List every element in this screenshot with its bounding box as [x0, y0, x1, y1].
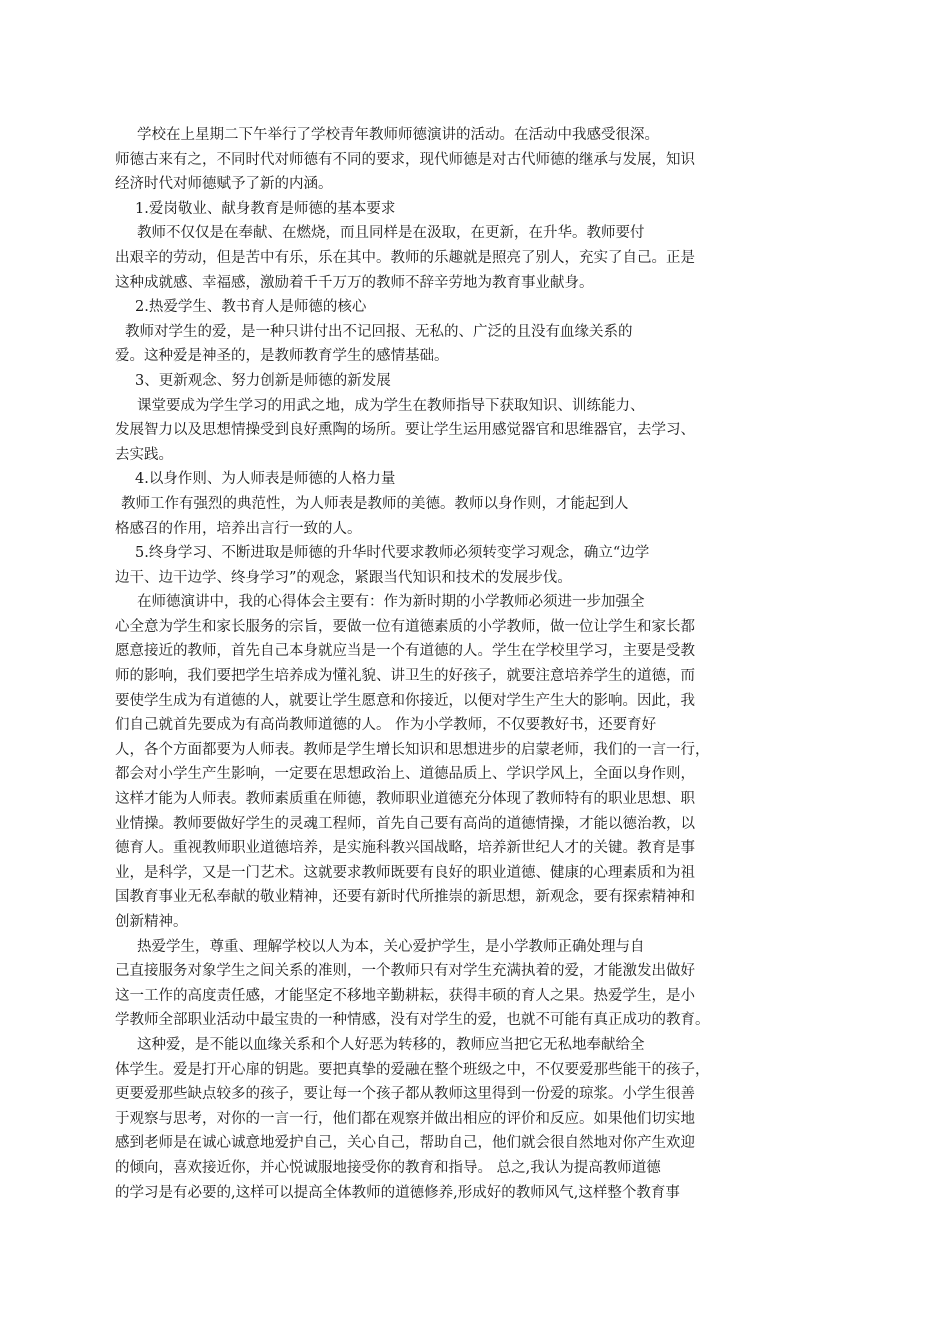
section-heading: 1.爱岗敬业、献身教育是师德的基本要求: [135, 200, 396, 217]
paragraph-line: 国教育事业无私奉献的敬业精神，还要有新时代所推崇的新思想，新观念，要有探索精神和: [115, 889, 695, 906]
paragraph-line: 人，各个方面都要为人师表。教师是学生增长知识和思想进步的启蒙老师，我们的一言一行，: [115, 741, 710, 758]
paragraph-line: 师的影响，我们要把学生培养成为懂礼貌、讲卫生的好孩子，就要注意培养学生的道德，而: [115, 668, 695, 685]
paragraph-line: 教师不仅仅是在奉献、在燃烧，而且同样是在汲取，在更新，在升华。教师要付: [137, 225, 645, 242]
paragraph-line: 教师工作有强烈的典范性，为人师表是教师的美德。教师以身作则，才能起到人: [121, 495, 629, 512]
paragraph-line: 去实践。: [115, 446, 173, 463]
section-heading: 5.终身学习、不断进取是师德的升华时代要求教师必须转变学习观念，确立“边学: [135, 545, 650, 562]
paragraph-line: 这种爱，是不能以血缘关系和个人好恶为转移的，教师应当把它无私地奉献给全: [137, 1036, 645, 1053]
paragraph-line: 学教师全部职业活动中最宝贵的一种情感，没有对学生的爱，也就不可能有真正成功的教育。: [115, 1012, 710, 1029]
section-heading: 2.热爱学生、教书育人是师德的核心: [135, 299, 367, 316]
paragraph-line: 愿意接近的教师，首先自己本身就应当是一个有道德的人。学生在学校里学习，主要是受教: [115, 643, 695, 660]
paragraph-line: 体学生。爱是打开心扉的钥匙。要把真挚的爱融在整个班级之中，不仅要爱那些能干的孩子，: [115, 1061, 710, 1078]
paragraph-line: 业情操。教师要做好学生的灵魂工程师，首先自己要有高尚的道德情操，才能以德治教，以: [115, 815, 695, 832]
paragraph-line: 在师德演讲中，我的心得体会主要有：作为新时期的小学教师必须进一步加强全: [137, 594, 645, 611]
paragraph-line: 德育人。重视教师职业道德培养，是实施科教兴国战略，培养新世纪人才的关键。教育是事: [115, 840, 695, 857]
paragraph-line: 这种成就感、幸福感，激励着千千万万的教师不辞辛劳地为教育事业献身。: [115, 274, 594, 291]
paragraph-line: 学校在上星期二下午举行了学校青年教师师德演讲的活动。在活动中我感受很深。: [137, 127, 659, 143]
paragraph-line: 这一工作的高度责任感，才能坚定不移地辛勤耕耘，获得丰硕的育人之果。热爱学生，是小: [115, 987, 695, 1004]
paragraph-line: 感到老师是在诚心诚意地爱护自己，关心自己，帮助自己，他们就会很自然地对你产生欢迎: [115, 1135, 695, 1152]
paragraph-line: 于观察与思考，对你的一言一行，他们都在观察并做出相应的评价和反应。如果他们切实地: [115, 1110, 695, 1127]
paragraph-line: 的学习是有必要的,这样可以提高全体教师的道德修养,形成好的教师风气,这样整个教育事: [115, 1184, 680, 1201]
paragraph-line: 业，是科学，又是一门艺术。这就要求教师既要有良好的职业道德、健康的心理素质和为祖: [115, 864, 695, 881]
paragraph-line: 们自己就首先要成为有高尚教师道德的人。 作为小学教师，不仅要教好书，还要育好: [115, 717, 657, 734]
paragraph-line: 教师对学生的爱，是一种只讲付出不记回报、无私的、广泛的且没有血缘关系的: [125, 323, 633, 340]
paragraph-line: 要使学生成为有道德的人，就要让学生愿意和你接近，以便对学生产生大的影响。因此，我: [115, 692, 695, 709]
paragraph-line: 爱。这种爱是神圣的，是教师教育学生的感情基础。: [115, 348, 449, 365]
paragraph-line: 经济时代对师德赋予了新的内涵。: [115, 176, 333, 193]
paragraph-line: 的倾向，喜欢接近你，并心悦诚服地接受你的教育和指导。 总之,我认为提高教师道德: [115, 1159, 661, 1176]
section-heading: 4.以身作则、为人师表是师德的人格力量: [135, 471, 396, 488]
paragraph-line: 边干、边干边学、终身学习”的观念，紧跟当代知识和技术的发展步伐。: [115, 569, 572, 586]
paragraph-line: 更要爱那些缺点较多的孩子，要让每一个孩子都从教师这里得到一份爱的琼浆。小学生很善: [115, 1086, 695, 1103]
section-heading: 3、更新观念、努力创新是师德的新发展: [135, 372, 391, 389]
paragraph-line: 心全意为学生和家长服务的宗旨，要做一位有道德素质的小学教师，做一位让学生和家长都: [115, 618, 695, 635]
document-body: [115, 123, 765, 1205]
paragraph-line: 格感召的作用，培养出言行一致的人。: [115, 520, 362, 537]
paragraph-line: 师德古来有之，不同时代对师德有不同的要求，现代师德是对古代师德的继承与发展，知识: [115, 151, 695, 168]
paragraph-line: 己直接服务对象学生之间关系的准则，一个教师只有对学生充满执着的爱，才能激发出做好: [115, 963, 695, 980]
paragraph-line: 都会对小学生产生影响，一定要在思想政治上、道德品质上、学识学风上，全面以身作则，: [115, 766, 695, 783]
paragraph-line: 创新精神。: [115, 914, 188, 930]
paragraph-line: 这样才能为人师表。教师素质重在师德，教师职业道德充分体现了教师特有的职业思想、职: [115, 791, 695, 808]
paragraph-line: 热爱学生，尊重、理解学校以人为本，关心爱护学生，是小学教师正确处理与自: [137, 938, 645, 955]
paragraph-line: 发展智力以及思想情操受到良好熏陶的场所。要让学生运用感觉器官和思维器官，去学习、: [115, 422, 695, 439]
paragraph-line: 课堂要成为学生学习的用武之地，成为学生在教师指导下获取知识、训练能力、: [137, 397, 645, 414]
paragraph-line: 出艰辛的劳动，但是苦中有乐，乐在其中。教师的乐趣就是照亮了别人，充实了自己。正是: [115, 249, 695, 266]
